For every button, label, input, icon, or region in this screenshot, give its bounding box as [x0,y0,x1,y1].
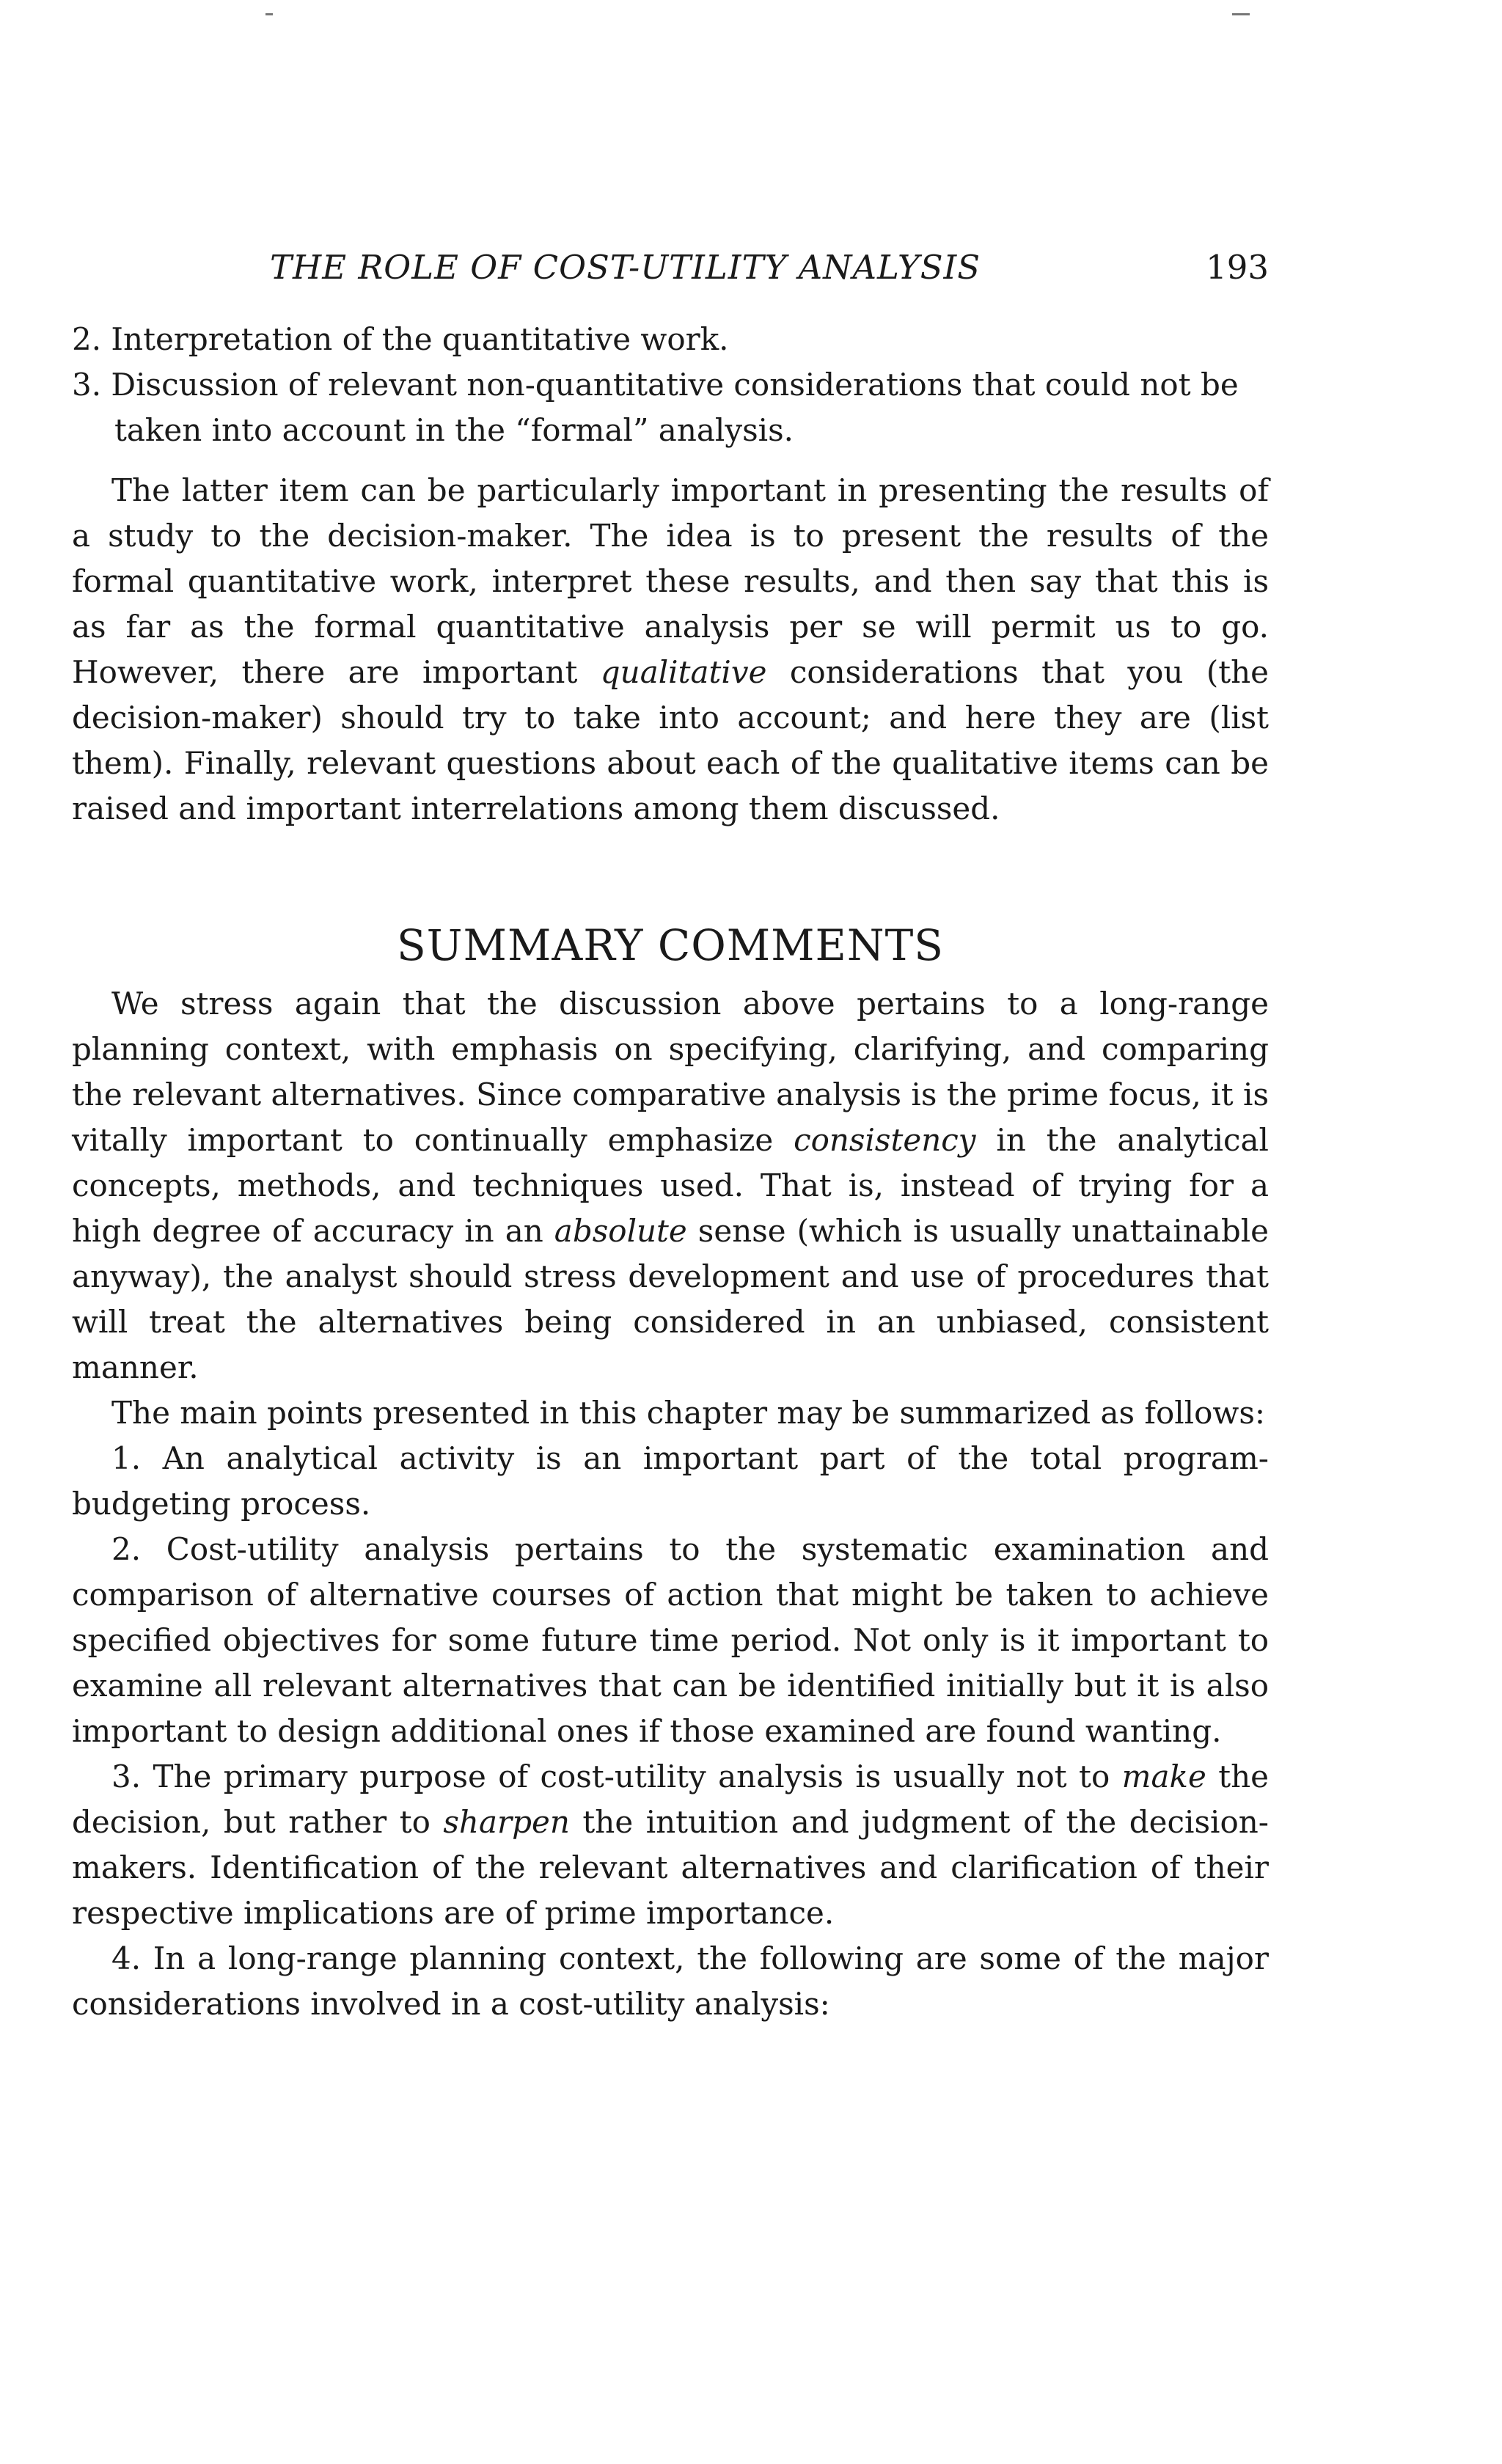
paragraph-latter-item [72,468,1269,832]
emphasis-qualitative: qualitative [600,654,767,690]
running-head [72,248,1269,292]
point-4: 4. In a long-range planning context, the following are some of the major considerations involved in a cost-utility analysis: [72,1940,1269,2022]
paragraph-text: We stress again that the discussion above pertains to a long-range planning context, with emphasis on specifying, clarifying, and comparing the relevant alternatives. Since comparative analysis is the prime focus, it is vitally important to continually emphasize [72,986,1269,1158]
paragraph-text: the intuition and judgment of the decision-makers. Identification of the relevant alternatives and clarification of their respective implications are of prime importance. [72,1804,1269,1931]
paragraph-text: sense (which is usually unattainable anyway), the analyst should stress development and use of procedures that will treat the alternatives being considered in an unbiased, consistent manner. [72,1213,1269,1385]
paragraph-main-points: The main points presented in this chapter may be summarized as follows: [111,1395,1266,1431]
point-1: 1. An analytical activity is an important part of the total program-budgeting process. [72,1440,1269,1522]
paragraph-text: 3. The primary purpose of cost-utility analysis is usually not to [111,1759,1122,1794]
point-2: 2. Cost-utility analysis pertains to the systematic examination and comparison of alternative courses of action that might be taken to achieve specified objectives for some future time period. Not only is it important to examine all relevant alternatives that can be identified initially but it is also important to design additional ones if those examined are found wanting. [72,1531,1269,1749]
paragraph-text: the decision, but rather to [72,1759,1269,1840]
paragraph-text: in the analytical concepts, methods, and techniques used. That is, instead of trying for a high degree of accuracy in an [72,1122,1269,1249]
book-page [72,0,1269,2464]
point-3 [72,1754,1269,1936]
running-title: THE ROLE OF COST-UTILITY ANALYSIS [270,248,981,287]
paragraph-text: The latter item can be particularly important in presenting the results of a study to the decision-maker. The idea is to present the results of the formal quantitative work, interpret these results, and then say that this is as far as the formal quantitative analysis per se will permit us to go. However, there are important [72,472,1269,690]
paragraph-text: considerations that you (the decision-maker) should try to take into account; and here they are (list them). Finally, relevant questions about each of the qualitative items can be raised and important interrelations among them discussed. [72,654,1270,826]
body-text [72,317,1269,2027]
paragraph-summary [72,981,1269,1390]
emphasis-consistency: consistency [794,1122,976,1158]
page-number: 193 [1206,248,1269,287]
list-item-2: 2. Interpretation of the quantitative work. [72,321,729,357]
section-heading: SUMMARY COMMENTS [396,920,945,970]
emphasis-make: make [1121,1759,1206,1794]
emphasis-sharpen: sharpen [443,1804,570,1840]
list-item-3: 3. Discussion of relevant non-quantitative considerations that could not be taken into account in the “formal” analysis. [72,367,1239,448]
emphasis-absolute: absolute [554,1213,687,1249]
